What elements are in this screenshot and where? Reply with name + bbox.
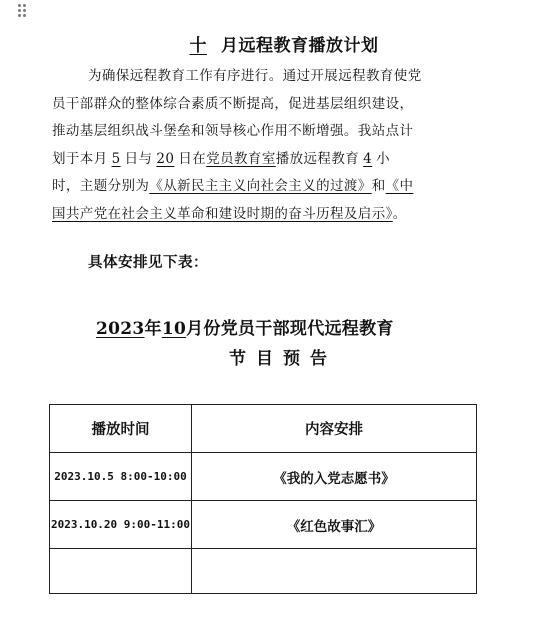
paragraph-text: 时，主题分别为 (52, 178, 150, 194)
schedule-subtitle: 节目预告 (229, 349, 337, 369)
cell-time[interactable] (50, 549, 192, 594)
paragraph-text: 划于本月 (52, 150, 108, 167)
cell-content[interactable]: 《红色故事汇》 (192, 501, 477, 549)
topic-2-end: 国共产党在社会主义革命和建设时期的奋斗历程及启示》 (52, 205, 393, 222)
day-1: 5 (111, 150, 121, 167)
cell-time[interactable]: 2023.10.5 8:00-10:00 (50, 453, 192, 501)
paragraph-text: 和 (371, 178, 386, 194)
intro-paragraph (52, 63, 480, 228)
table-row (50, 453, 477, 501)
paragraph-line-6 (52, 201, 480, 229)
paragraph-line-2: 员干部群众的整体综合素质不断提高，促进基层组织建设， (52, 95, 414, 112)
paragraph-text: 小 (376, 150, 391, 167)
cell-time[interactable]: 2023.10.20 9:00-11:00 (50, 501, 192, 549)
paragraph-line-4 (52, 146, 480, 174)
schedule-table (49, 404, 477, 594)
schedule-month: 10 (161, 319, 187, 339)
document-title (0, 31, 550, 56)
drag-handle-icon[interactable] (18, 4, 26, 18)
paragraph-line-1: 为确保远程教育工作有序进行。通过开展远程教育使党 (88, 68, 422, 84)
topic-2-start: 《中 (385, 178, 414, 194)
paragraph-line-5 (52, 173, 480, 201)
schedule-title-text: 月份党员干部现代远程教育 (186, 319, 394, 339)
schedule-intro: 具体安排见下表： (88, 254, 208, 271)
paragraph-text: 日在 (178, 150, 207, 167)
schedule-title (96, 314, 394, 339)
header-content: 内容安排 (192, 405, 477, 453)
cell-content[interactable] (192, 549, 477, 594)
venue: 党员教育室 (206, 150, 276, 167)
title-month: 十 (189, 36, 207, 56)
header-time: 播放时间 (50, 405, 192, 453)
paragraph-line-3: 推动基层组织战斗堡垒和领导核心作用不断增强。我站点计 (52, 123, 414, 139)
hours: 4 (363, 150, 373, 167)
paragraph-text: 。 (392, 205, 407, 222)
paragraph-text: 日与 (124, 150, 153, 167)
table-row (50, 549, 477, 594)
table-header-row (50, 405, 477, 453)
schedule-title-text: 年 (144, 319, 162, 339)
topic-1: 《从新民主主义向社会主义的过渡》 (149, 178, 372, 194)
day-2: 20 (156, 150, 175, 167)
schedule-year: 2023 (96, 319, 145, 339)
paragraph-text: 播放远程教育 (275, 150, 360, 167)
cell-content[interactable]: 《我的入党志愿书》 (192, 453, 477, 501)
title-text: 月远程教育播放计划 (221, 36, 379, 56)
table-row (50, 501, 477, 549)
